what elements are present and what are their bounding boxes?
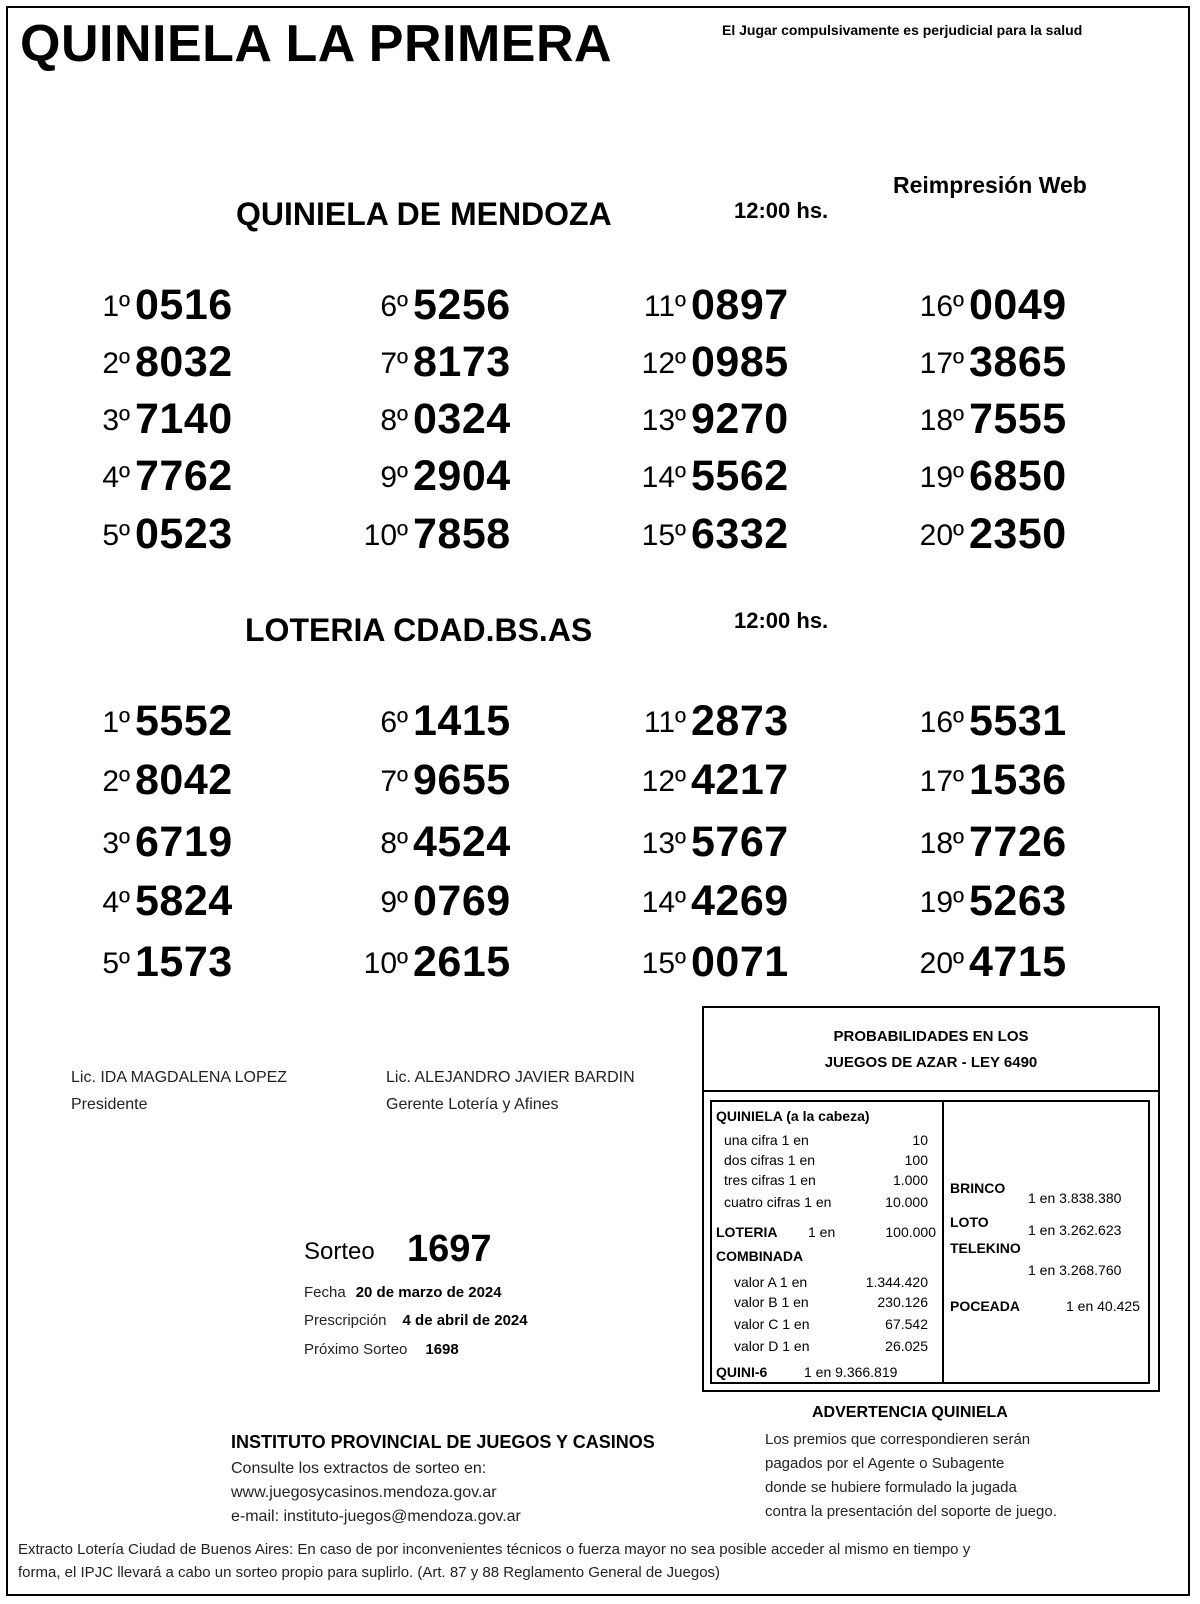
result-entry bbox=[318, 337, 558, 387]
result-number: 0769 bbox=[413, 877, 511, 925]
institute-name: INSTITUTO PROVINCIAL DE JUEGOS Y CASINOS bbox=[231, 1432, 655, 1452]
quiniela-row-value: 10 bbox=[912, 1132, 928, 1148]
combinada-row-label: valor B 1 en bbox=[734, 1294, 809, 1310]
result-position: 15º bbox=[641, 947, 686, 980]
result-entry bbox=[596, 337, 836, 387]
result-number: 7762 bbox=[135, 452, 233, 500]
probabilities-table bbox=[710, 1100, 1150, 1384]
combinada-label: COMBINADA bbox=[716, 1248, 804, 1264]
draw-date bbox=[304, 1284, 502, 1301]
quiniela-row-value: 1.000 bbox=[892, 1172, 928, 1188]
result-number: 1573 bbox=[135, 938, 233, 986]
result-number: 1415 bbox=[413, 697, 511, 745]
signature-name: Lic. IDA MAGDALENA LOPEZ bbox=[71, 1069, 288, 1086]
result-number: 0049 bbox=[969, 281, 1067, 329]
result-entry bbox=[874, 755, 1114, 805]
result-position: 14º bbox=[641, 461, 686, 494]
draw-expiry bbox=[304, 1312, 528, 1329]
result-entry bbox=[40, 696, 280, 746]
result-entry bbox=[874, 451, 1114, 501]
result-number: 2615 bbox=[413, 938, 511, 986]
combinada-row-label: valor A 1 en bbox=[734, 1274, 808, 1290]
result-position: 17º bbox=[919, 347, 964, 380]
combinada-row-value: 26.025 bbox=[885, 1338, 928, 1354]
result-number: 8042 bbox=[135, 756, 233, 804]
result-entry bbox=[596, 755, 836, 805]
result-position: 13º bbox=[641, 404, 686, 437]
result-position: 11º bbox=[643, 290, 686, 323]
combinada-row-value: 230.126 bbox=[877, 1294, 928, 1310]
advertencia-line: pagados por el Agente o Subagente bbox=[765, 1455, 1005, 1472]
quiniela-row-value: 100 bbox=[904, 1152, 928, 1168]
draw-expiry-label: Prescripción bbox=[304, 1312, 387, 1329]
footer-line: Extracto Lotería Ciudad de Buenos Aires: En caso de por inconvenientes técnicos o fuerza mayor no sea posible acceder al mismo en tiempo y bbox=[18, 1541, 971, 1558]
probabilities-box bbox=[702, 1006, 1160, 1392]
footer-note bbox=[18, 1538, 1178, 1584]
result-entry bbox=[40, 937, 280, 987]
next-draw-label: Próximo Sorteo bbox=[304, 1341, 408, 1358]
section-time-mendoza: 12:00 hs. bbox=[734, 198, 829, 223]
result-position: 9º bbox=[380, 886, 408, 919]
signature-name: Lic. ALEJANDRO JAVIER BARDIN bbox=[386, 1069, 635, 1086]
result-position: 4º bbox=[102, 461, 130, 494]
result-position: 20º bbox=[919, 519, 964, 552]
result-entry bbox=[596, 876, 836, 926]
result-position: 12º bbox=[641, 765, 686, 798]
result-entry bbox=[874, 937, 1114, 987]
result-number: 7858 bbox=[413, 510, 511, 558]
quiniela-row-label: dos cifras 1 en bbox=[724, 1152, 816, 1168]
draw-date-label: Fecha bbox=[304, 1284, 346, 1301]
result-entry bbox=[40, 755, 280, 805]
brinco-label: BRINCO bbox=[950, 1180, 1006, 1196]
result-number: 2873 bbox=[691, 697, 789, 745]
institute-website[interactable]: www.juegosycasinos.mendoza.gov.ar bbox=[231, 1484, 497, 1501]
result-entry bbox=[596, 451, 836, 501]
result-entry bbox=[40, 337, 280, 387]
combinada-row-value: 67.542 bbox=[885, 1316, 928, 1332]
quiniela-row-label: cuatro cifras 1 en bbox=[724, 1194, 832, 1210]
poceada-value: 1 en 40.425 bbox=[1066, 1298, 1140, 1314]
combinada-row-label: valor C 1 en bbox=[734, 1316, 810, 1332]
result-position: 6º bbox=[380, 290, 408, 323]
result-number: 5531 bbox=[969, 697, 1067, 745]
result-number: 4217 bbox=[691, 756, 789, 804]
result-position: 8º bbox=[380, 827, 408, 860]
result-number: 5552 bbox=[135, 697, 233, 745]
result-position: 11º bbox=[643, 706, 686, 739]
combinada-row-label: valor D 1 en bbox=[734, 1338, 810, 1354]
draw-label: Sorteo bbox=[304, 1238, 375, 1265]
section-time-loteria: 12:00 hs. bbox=[734, 608, 829, 633]
result-position: 3º bbox=[102, 404, 130, 437]
advertencia-line: donde se hubiere formulado la jugada bbox=[765, 1479, 1017, 1496]
brinco-value: 1 en 3.838.380 bbox=[1028, 1190, 1122, 1206]
result-number: 0516 bbox=[135, 281, 233, 329]
result-position: 1º bbox=[102, 290, 130, 323]
result-number: 6332 bbox=[691, 510, 789, 558]
result-number: 4524 bbox=[413, 818, 511, 866]
result-number: 5263 bbox=[969, 877, 1067, 925]
result-number: 5767 bbox=[691, 818, 789, 866]
result-number: 0071 bbox=[691, 938, 789, 986]
result-position: 10º bbox=[363, 519, 408, 552]
result-position: 12º bbox=[641, 347, 686, 380]
result-entry bbox=[318, 280, 558, 330]
result-entry bbox=[596, 937, 836, 987]
result-position: 7º bbox=[380, 347, 408, 380]
probabilities-title-1: PROBABILIDADES EN LOS bbox=[833, 1028, 1029, 1045]
result-entry bbox=[318, 755, 558, 805]
institute-line: Consulte los extractos de sorteo en: bbox=[231, 1460, 487, 1477]
result-position: 1º bbox=[102, 706, 130, 739]
loteria-label: LOTERIA bbox=[716, 1224, 778, 1240]
result-entry bbox=[596, 280, 836, 330]
result-position: 5º bbox=[102, 947, 130, 980]
result-number: 6719 bbox=[135, 818, 233, 866]
result-entry bbox=[596, 509, 836, 559]
result-entry bbox=[40, 451, 280, 501]
result-entry bbox=[596, 394, 836, 444]
result-number: 9270 bbox=[691, 395, 789, 443]
section-title-loteria: LOTERIA CDAD.BS.AS bbox=[245, 612, 593, 648]
result-entry bbox=[596, 817, 836, 867]
result-number: 0523 bbox=[135, 510, 233, 558]
result-entry bbox=[40, 394, 280, 444]
result-entry bbox=[874, 696, 1114, 746]
result-entry bbox=[40, 280, 280, 330]
result-number: 5256 bbox=[413, 281, 511, 329]
result-position: 18º bbox=[919, 827, 964, 860]
signature-president bbox=[71, 1064, 287, 1118]
result-entry bbox=[40, 509, 280, 559]
draw-number: 1697 bbox=[407, 1228, 492, 1270]
quini6-label: QUINI-6 bbox=[716, 1364, 768, 1380]
result-entry bbox=[874, 509, 1114, 559]
loto-label: LOTO bbox=[950, 1214, 989, 1230]
result-number: 7140 bbox=[135, 395, 233, 443]
result-entry bbox=[874, 876, 1114, 926]
result-entry bbox=[874, 337, 1114, 387]
advertencia-text bbox=[765, 1428, 1145, 1524]
loteria-en: 1 en bbox=[808, 1224, 836, 1240]
advertencia-title: ADVERTENCIA QUINIELA bbox=[812, 1404, 1008, 1421]
result-entry bbox=[318, 696, 558, 746]
result-entry bbox=[318, 509, 558, 559]
telekino-value: 1 en 3.268.760 bbox=[1028, 1262, 1122, 1278]
result-number: 8173 bbox=[413, 338, 511, 386]
result-number: 4715 bbox=[969, 938, 1067, 986]
signature-role: Gerente Lotería y Afines bbox=[386, 1096, 559, 1113]
result-number: 8032 bbox=[135, 338, 233, 386]
result-position: 17º bbox=[919, 765, 964, 798]
result-position: 10º bbox=[363, 947, 408, 980]
next-draw bbox=[304, 1341, 459, 1358]
quiniela-row-value: 10.000 bbox=[885, 1194, 928, 1210]
result-position: 16º bbox=[919, 706, 964, 739]
result-position: 4º bbox=[102, 886, 130, 919]
advertencia-line: Los premios que correspondieren serán bbox=[765, 1431, 1031, 1448]
next-draw-value: 1698 bbox=[425, 1341, 459, 1358]
result-entry bbox=[874, 817, 1114, 867]
telekino-label: TELEKINO bbox=[950, 1240, 1021, 1256]
result-position: 9º bbox=[380, 461, 408, 494]
result-number: 5562 bbox=[691, 452, 789, 500]
draw-date-value: 20 de marzo de 2024 bbox=[355, 1284, 502, 1301]
result-position: 2º bbox=[102, 765, 130, 798]
health-warning: El Jugar compulsivamente es perjudicial para la salud bbox=[722, 22, 1083, 38]
result-position: 6º bbox=[380, 706, 408, 739]
result-entry bbox=[40, 876, 280, 926]
institute-email[interactable]: e-mail: instituto-juegos@mendoza.gov.ar bbox=[231, 1508, 521, 1525]
result-entry bbox=[40, 817, 280, 867]
result-position: 8º bbox=[380, 404, 408, 437]
signature-role: Presidente bbox=[71, 1096, 148, 1113]
result-position: 20º bbox=[919, 947, 964, 980]
result-position: 15º bbox=[641, 519, 686, 552]
loto-value: 1 en 3.262.623 bbox=[1028, 1222, 1122, 1238]
result-position: 19º bbox=[919, 461, 964, 494]
result-number: 7726 bbox=[969, 818, 1067, 866]
result-position: 18º bbox=[919, 404, 964, 437]
result-number: 7555 bbox=[969, 395, 1067, 443]
result-number: 0324 bbox=[413, 395, 511, 443]
result-number: 2350 bbox=[969, 510, 1067, 558]
result-position: 13º bbox=[641, 827, 686, 860]
result-position: 19º bbox=[919, 886, 964, 919]
page-title: QUINIELA LA PRIMERA bbox=[20, 15, 613, 73]
section-title-mendoza: QUINIELA DE MENDOZA bbox=[236, 196, 612, 232]
combinada-row-value: 1.344.420 bbox=[865, 1274, 928, 1290]
result-entry bbox=[318, 451, 558, 501]
result-position: 14º bbox=[641, 886, 686, 919]
result-entry bbox=[874, 394, 1114, 444]
result-number: 0897 bbox=[691, 281, 789, 329]
result-position: 16º bbox=[919, 290, 964, 323]
probabilities-title-2: JUEGOS DE AZAR - LEY 6490 bbox=[824, 1054, 1038, 1071]
footer-line: forma, el IPJC llevará a cabo un sorteo propio para suplirlo. (Art. 87 y 88 Reglamento General de Juegos) bbox=[18, 1564, 721, 1581]
column-divider bbox=[942, 1102, 944, 1382]
result-number: 5824 bbox=[135, 877, 233, 925]
loteria-value: 100.000 bbox=[885, 1224, 936, 1240]
quini6-value: 1 en 9.366.819 bbox=[804, 1364, 898, 1380]
result-entry bbox=[318, 817, 558, 867]
signature-manager bbox=[386, 1064, 635, 1118]
probabilities-header bbox=[704, 1008, 1158, 1092]
result-number: 3865 bbox=[969, 338, 1067, 386]
result-number: 9655 bbox=[413, 756, 511, 804]
result-number: 6850 bbox=[969, 452, 1067, 500]
poceada-label: POCEADA bbox=[950, 1298, 1021, 1314]
result-position: 7º bbox=[380, 765, 408, 798]
result-position: 5º bbox=[102, 519, 130, 552]
reprint-label: Reimpresión Web bbox=[893, 172, 1087, 198]
quiniela-label: QUINIELA (a la cabeza) bbox=[716, 1108, 870, 1124]
result-entry bbox=[318, 937, 558, 987]
result-number: 4269 bbox=[691, 877, 789, 925]
result-entry bbox=[596, 696, 836, 746]
result-position: 2º bbox=[102, 347, 130, 380]
result-number: 0985 bbox=[691, 338, 789, 386]
result-number: 1536 bbox=[969, 756, 1067, 804]
quiniela-row-label: una cifra 1 en bbox=[724, 1132, 809, 1148]
advertencia-line: contra la presentación del soporte de juego. bbox=[765, 1503, 1057, 1520]
result-entry bbox=[318, 876, 558, 926]
result-number: 2904 bbox=[413, 452, 511, 500]
result-position: 3º bbox=[102, 827, 130, 860]
draw-expiry-value: 4 de abril de 2024 bbox=[402, 1312, 528, 1329]
result-entry bbox=[874, 280, 1114, 330]
result-entry bbox=[318, 394, 558, 444]
quiniela-row-label: tres cifras 1 en bbox=[724, 1172, 816, 1188]
